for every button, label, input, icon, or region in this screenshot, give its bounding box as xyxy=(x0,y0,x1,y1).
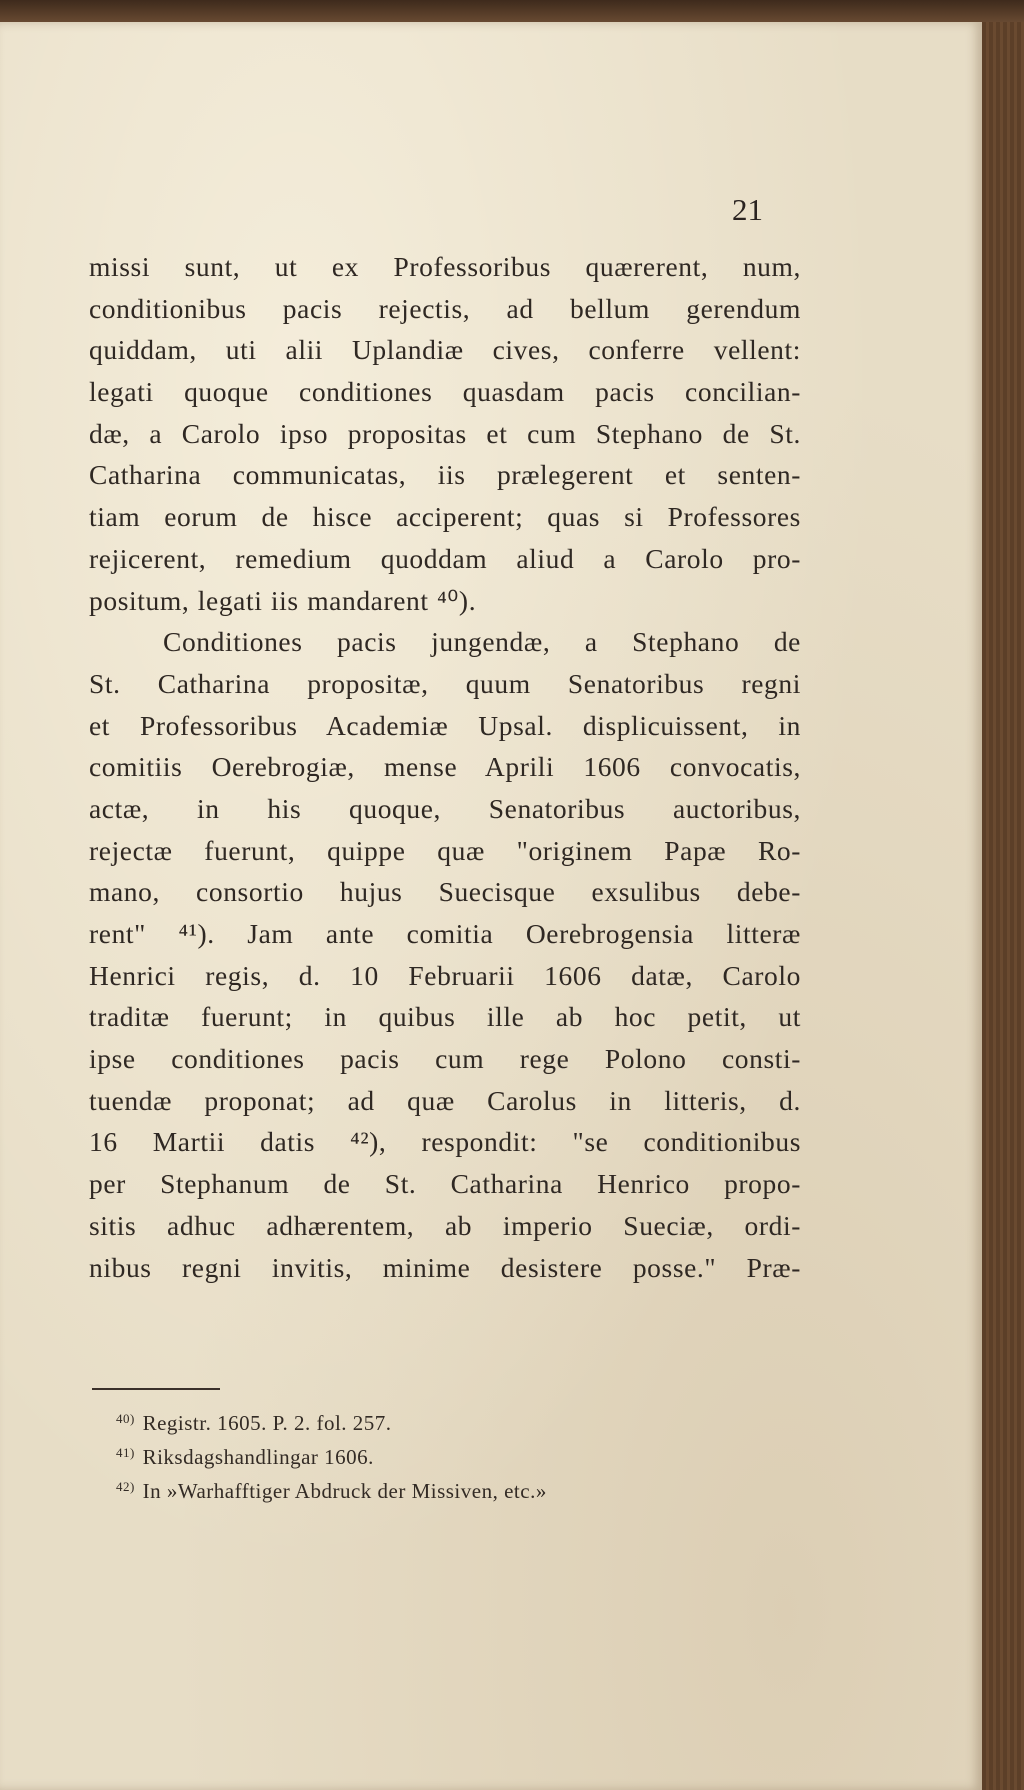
footnote-40 xyxy=(116,1402,547,1436)
text-line: conditionibus pacis rejectis, ad bellum gerendum xyxy=(89,292,801,324)
text-line: St. Catharina propositæ, quum Senatoribus regni xyxy=(89,667,801,699)
text-line: missi sunt, ut ex Professoribus quærerent, num, xyxy=(89,251,801,282)
footnote-mark: 40) xyxy=(116,1411,135,1426)
text-line: tiam eorum de hisce acciperent; quas si Professores xyxy=(89,501,801,533)
page-edge xyxy=(982,22,1024,1790)
text-line: per Stephanum de St. Catharina Henrico propo- xyxy=(89,1168,801,1200)
text-line: nibus regni invitis, minime desistere posse." Præ- xyxy=(89,1251,801,1283)
text-line: Catharina communicatas, iis prælegerent et senten- xyxy=(89,459,801,491)
text-line: rejectæ fuerunt, quippe quæ "originem Papæ Ro- xyxy=(89,834,801,866)
text-line: dæ, a Carolo ipso propositas et cum Stephano de St. xyxy=(89,417,801,449)
book-page xyxy=(0,22,982,1790)
scan-top-edge xyxy=(0,0,1024,24)
footnote-text: Riksdagshandlingar 1606. xyxy=(142,1445,374,1469)
text-line: tuendæ proponat; ad quæ Carolus in litteris, d. xyxy=(89,1084,801,1116)
footnote-41 xyxy=(116,1436,547,1470)
footnote-text: In »Warhafftiger Abdruck der Missiven, etc.» xyxy=(142,1479,547,1503)
footnote-42 xyxy=(116,1470,547,1504)
text-line: actæ, in his quoque, Senatoribus auctoribus, xyxy=(89,792,801,824)
footnotes xyxy=(116,1402,547,1504)
text-line: traditæ fuerunt; in quibus ille ab hoc petit, ut xyxy=(89,1001,801,1033)
text-line: positum, legati iis mandarent ⁴⁰). xyxy=(89,584,477,616)
text-line: et Professoribus Academiæ Upsal. displicuissent, in xyxy=(89,709,801,741)
text-line: comitiis Oerebrogiæ, mense Aprili 1606 convocatis, xyxy=(89,751,801,783)
text-line: rent" ⁴¹). Jam ante comitia Oerebrogensia litteræ xyxy=(89,918,801,949)
footnote-mark: 41) xyxy=(116,1445,135,1460)
text-line: sitis adhuc adhærentem, ab imperio Sueciæ, ordi- xyxy=(89,1209,801,1241)
text-line: Conditiones pacis jungendæ, a Stephano de xyxy=(163,626,801,658)
page-number: 21 xyxy=(732,192,763,227)
body-text xyxy=(89,246,801,1288)
text-line: mano, consortio hujus Suecisque exsulibus debe- xyxy=(89,876,801,908)
text-line: rejicerent, remedium quoddam aliud a Carolo pro- xyxy=(89,542,801,574)
text-line: quiddam, uti alii Uplandiæ cives, conferre vellent: xyxy=(89,334,801,366)
footnote-mark: 42) xyxy=(116,1479,135,1494)
text-line: 16 Martii datis ⁴²), respondit: "se conditionibus xyxy=(89,1126,801,1158)
text-line: ipse conditiones pacis cum rege Polono consti- xyxy=(89,1043,801,1075)
text-line: Henrici regis, d. 10 Februarii 1606 datæ, Carolo xyxy=(89,959,801,991)
footnote-divider xyxy=(92,1388,220,1390)
footnote-text: Registr. 1605. P. 2. fol. 257. xyxy=(142,1411,392,1435)
text-line: legati quoque conditiones quasdam pacis concilian- xyxy=(89,376,801,408)
